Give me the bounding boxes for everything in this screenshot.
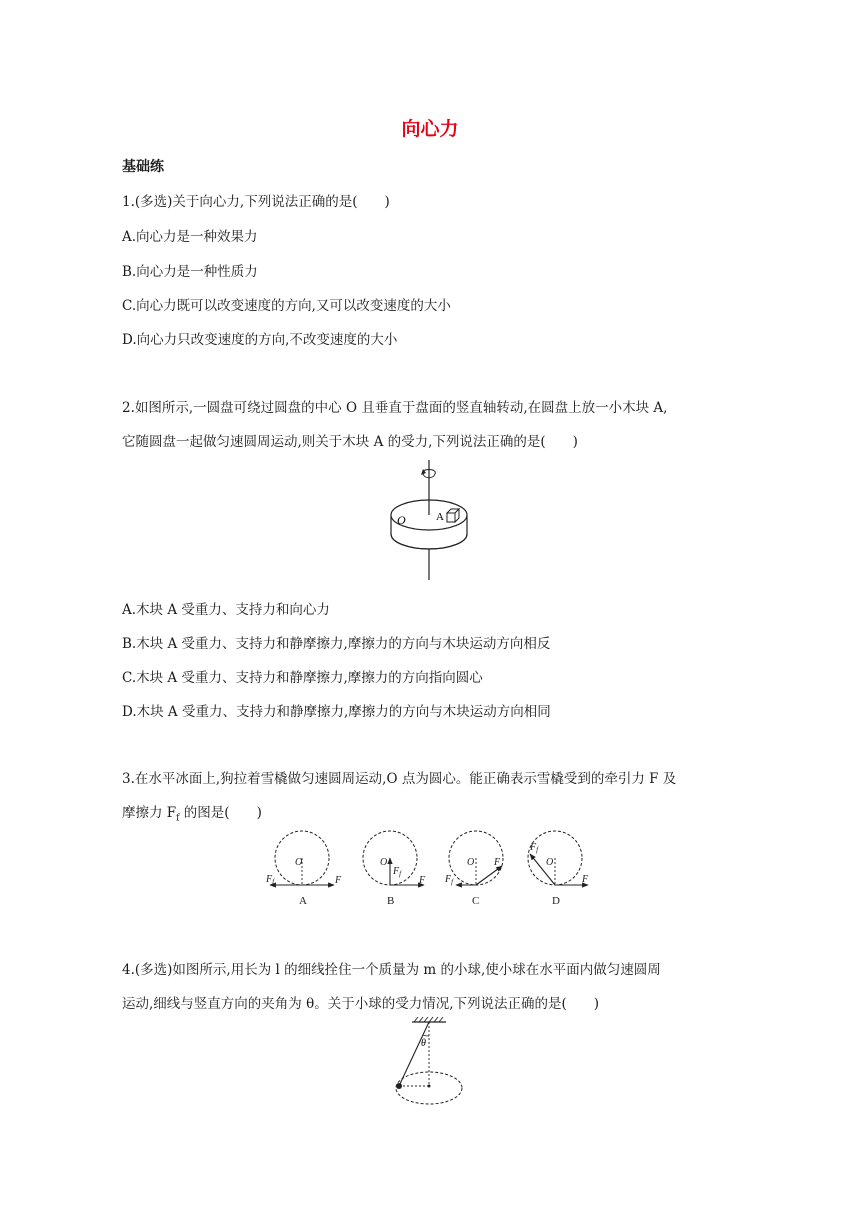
choice-a-diagram[interactable] bbox=[265, 831, 342, 907]
q2-stem-line2: 它随圆盘一起做匀速圆周运动,则关于木块 A 的受力,下列说法正确的是( ) bbox=[122, 434, 578, 450]
q2-option-b[interactable]: B.木块 A 受重力、支持力和静摩擦力,摩擦力的方向与木块运动方向相反 bbox=[122, 636, 551, 652]
q3-stem-line1: 3.在水平冰面上,狗拉着雪橇做匀速圆周运动,O 点为圆心。能正确表示雪橇受到的牵引力 F 及 bbox=[122, 771, 677, 787]
label-a: A bbox=[436, 511, 444, 523]
sled-force-figures bbox=[262, 828, 598, 910]
q2-option-a[interactable]: A.木块 A 受重力、支持力和向心力 bbox=[122, 602, 330, 618]
svg-text:Ff: $F_f$ bbox=[393, 866, 402, 878]
section-heading: 基础练 bbox=[122, 159, 164, 175]
q2-option-c[interactable]: C.木块 A 受重力、支持力和静摩擦力,摩擦力的方向指向圆心 bbox=[122, 670, 483, 686]
svg-text:O: O bbox=[467, 857, 475, 868]
svg-text:C: C bbox=[472, 895, 480, 907]
svg-text:O: O bbox=[295, 857, 303, 868]
q1-option-b[interactable]: B.向心力是一种性质力 bbox=[122, 264, 258, 280]
svg-text:F: F bbox=[335, 875, 342, 886]
label-o: O bbox=[397, 513, 406, 527]
svg-text:O: O bbox=[380, 857, 388, 868]
svg-text:B: B bbox=[387, 895, 395, 907]
string bbox=[399, 1022, 429, 1086]
q1-option-c[interactable]: C.向心力既可以改变速度的方向,又可以改变速度的大小 bbox=[122, 298, 451, 314]
svg-text:Ff: $F_f$ bbox=[266, 874, 275, 886]
conical-pendulum-figure bbox=[390, 1016, 472, 1108]
ball bbox=[396, 1083, 402, 1089]
q2-stem-line1: 2.如图所示,一圆盘可绕过圆盘的中心 O 且垂直于盘面的竖直轴转动,在圆盘上放一小木块 A, bbox=[122, 400, 668, 416]
orbit-path bbox=[396, 1072, 462, 1104]
q4-stem-line1: 4.(多选)如图所示,用长为 l 的细线拴住一个质量为 m 的小球,使小球在水平面内做匀速圆周 bbox=[122, 962, 661, 978]
q4-stem-line2: 运动,细线与竖直方向的夹角为 θ。关于小球的受力情况,下列说法正确的是( ) bbox=[122, 996, 600, 1012]
q1-option-a[interactable]: A.向心力是一种效果力 bbox=[122, 229, 258, 245]
svg-text:Ff: $F_f$ bbox=[530, 842, 539, 854]
svg-text:F: F bbox=[419, 875, 426, 886]
q1-option-d[interactable]: D.向心力只改变速度的方向,不改变速度的大小 bbox=[122, 332, 398, 348]
choice-c-diagram[interactable] bbox=[444, 831, 503, 907]
svg-text:F: F bbox=[494, 857, 501, 868]
rotating-disk-figure bbox=[380, 460, 490, 582]
svg-text:A: A bbox=[299, 895, 307, 907]
angle-label: θ bbox=[421, 1038, 426, 1049]
q1-stem: 1.(多选)关于向心力,下列说法正确的是( ) bbox=[122, 194, 390, 210]
choice-b-diagram[interactable] bbox=[363, 831, 426, 907]
q3-stem-line2: 摩擦力 $F_f$ 的图是( ) bbox=[122, 805, 262, 824]
svg-text:O: O bbox=[546, 857, 554, 868]
svg-text:F: F bbox=[582, 874, 589, 885]
page-title: 向心力 bbox=[401, 118, 459, 140]
choice-d-diagram[interactable] bbox=[528, 831, 589, 907]
svg-text:D: D bbox=[552, 895, 560, 907]
svg-text:Ff: $F_f$ bbox=[445, 874, 454, 886]
q2-option-d[interactable]: D.木块 A 受重力、支持力和静摩擦力,摩擦力的方向与木块运动方向相同 bbox=[122, 704, 551, 720]
